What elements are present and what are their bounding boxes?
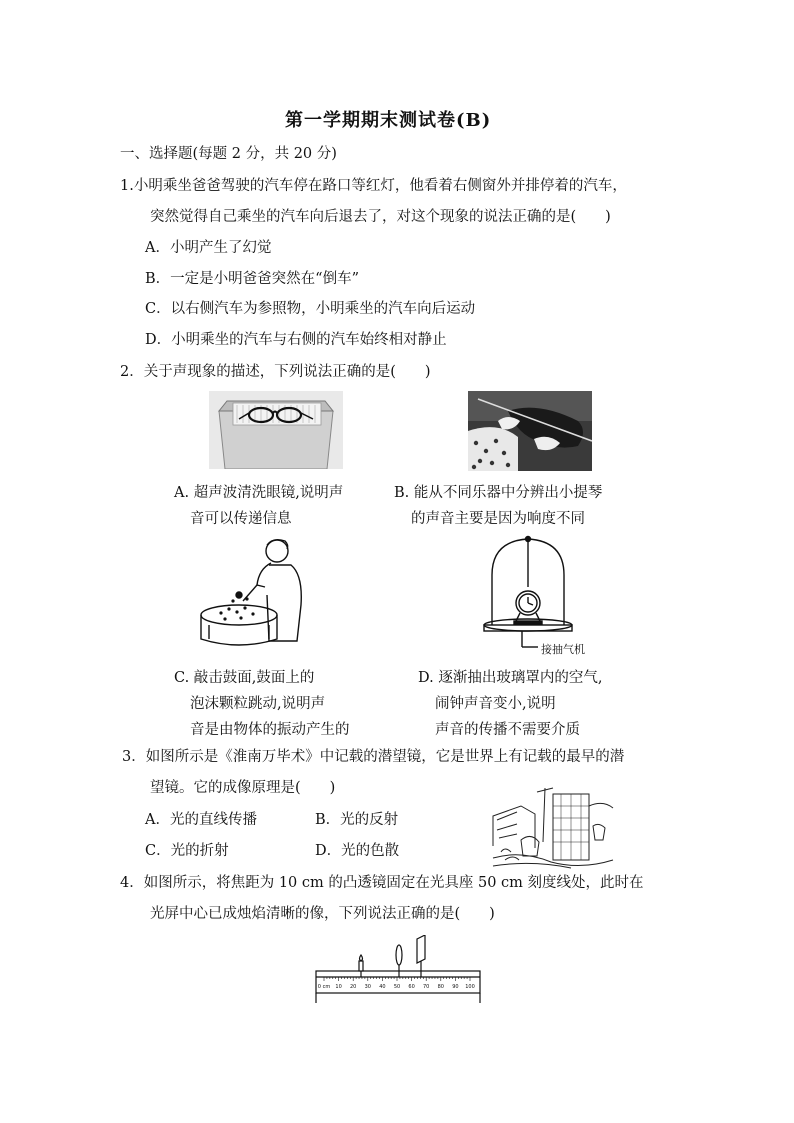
q2-caption-a-line1: A. 超声波清洗眼镜,说明声 xyxy=(174,485,344,501)
q2-caption-d-line3: 声音的传播不需要介质 xyxy=(435,722,580,738)
scale-label: 30 xyxy=(364,984,371,990)
q1-option-c: C．以右侧汽车为参照物，小明乘坐的汽车向后运动 xyxy=(145,301,476,317)
q2-caption-c-line2: 泡沫颗粒跳动,说明声 xyxy=(190,696,326,712)
q1-option-a: A．小明产生了幻觉 xyxy=(145,240,272,256)
q2-caption-c-line3: 音是由物体的振动产生的 xyxy=(190,722,350,738)
scale-label: 20 xyxy=(350,984,357,990)
q2-caption-a-line2: 音可以传递信息 xyxy=(190,511,292,527)
scale-label: 0 cm xyxy=(317,984,331,990)
q3-option-d: D．光的色散 xyxy=(315,843,400,859)
q3-option-c: C．光的折射 xyxy=(145,843,229,859)
q2-caption-d-line1: D. 逐渐抽出玻璃罩内的空气, xyxy=(418,670,603,686)
q1-option-d: D．小明乘坐的汽车与右侧的汽车始终相对静止 xyxy=(145,332,447,348)
pump-label: 接抽气机 xyxy=(541,643,585,656)
q3-stem-line1: 3．如图所示是《淮南万毕术》中记载的潜望镜，它是世界上有记载的最早的潜 xyxy=(122,749,625,765)
q2-caption-b-line1: B. 能从不同乐器中分辨出小提琴 xyxy=(394,485,603,501)
page-title: 第一学期期末测试卷(B) xyxy=(285,110,492,131)
violin-photo xyxy=(468,391,592,471)
scale-label: 10 xyxy=(335,984,342,990)
q2-caption-b-line2: 的声音主要是因为响度不同 xyxy=(411,511,585,527)
scale-label: 90 xyxy=(452,984,459,990)
q4-stem-line1: 4．如图所示，将焦距为 10 cm 的凸透镜固定在光具座 50 cm 刻度线处，此时在 xyxy=(120,875,644,891)
q4-stem-line2: 光屏中心已成烛焰清晰的像，下列说法正确的是( ) xyxy=(150,906,495,922)
q3-stem-line2: 望镜。它的成像原理是( ) xyxy=(150,780,336,796)
bell-jar-illustration xyxy=(478,535,598,657)
drum-boy-illustration xyxy=(199,535,311,647)
q1-stem-line2: 突然觉得自己乘坐的汽车向后退去了，对这个现象的说法正确的是( ) xyxy=(150,209,611,225)
q2-stem: 2．关于声现象的描述，下列说法正确的是( ) xyxy=(120,364,431,380)
q1-option-b: B．一定是小明爸爸突然在“倒车” xyxy=(145,271,359,287)
optical-bench-illustration xyxy=(312,935,484,1005)
ancient-periscope-illustration xyxy=(491,786,615,870)
scale-label: 40 xyxy=(379,984,386,990)
q3-option-b: B．光的反射 xyxy=(315,812,399,828)
q3-option-a: A．光的直线传播 xyxy=(145,812,257,828)
q1-stem-line1: 1.小明乘坐爸爸驾驶的汽车停在路口等红灯，他看着右侧窗外并排停着的汽车， xyxy=(120,178,627,194)
scale-label: 70 xyxy=(423,984,430,990)
q2-caption-c-line1: C. 敲击鼓面,鼓面上的 xyxy=(174,670,315,686)
scale-label: 80 xyxy=(437,984,444,990)
q2-caption-d-line2: 闹钟声音变小,说明 xyxy=(435,696,556,712)
section-header: 一、选择题(每题 2 分，共 20 分) xyxy=(120,146,337,162)
scale-label: 100 xyxy=(465,984,475,990)
ultrasonic-cleaner-photo xyxy=(209,391,343,469)
scale-label: 60 xyxy=(408,984,415,990)
scale-label: 50 xyxy=(393,984,401,990)
